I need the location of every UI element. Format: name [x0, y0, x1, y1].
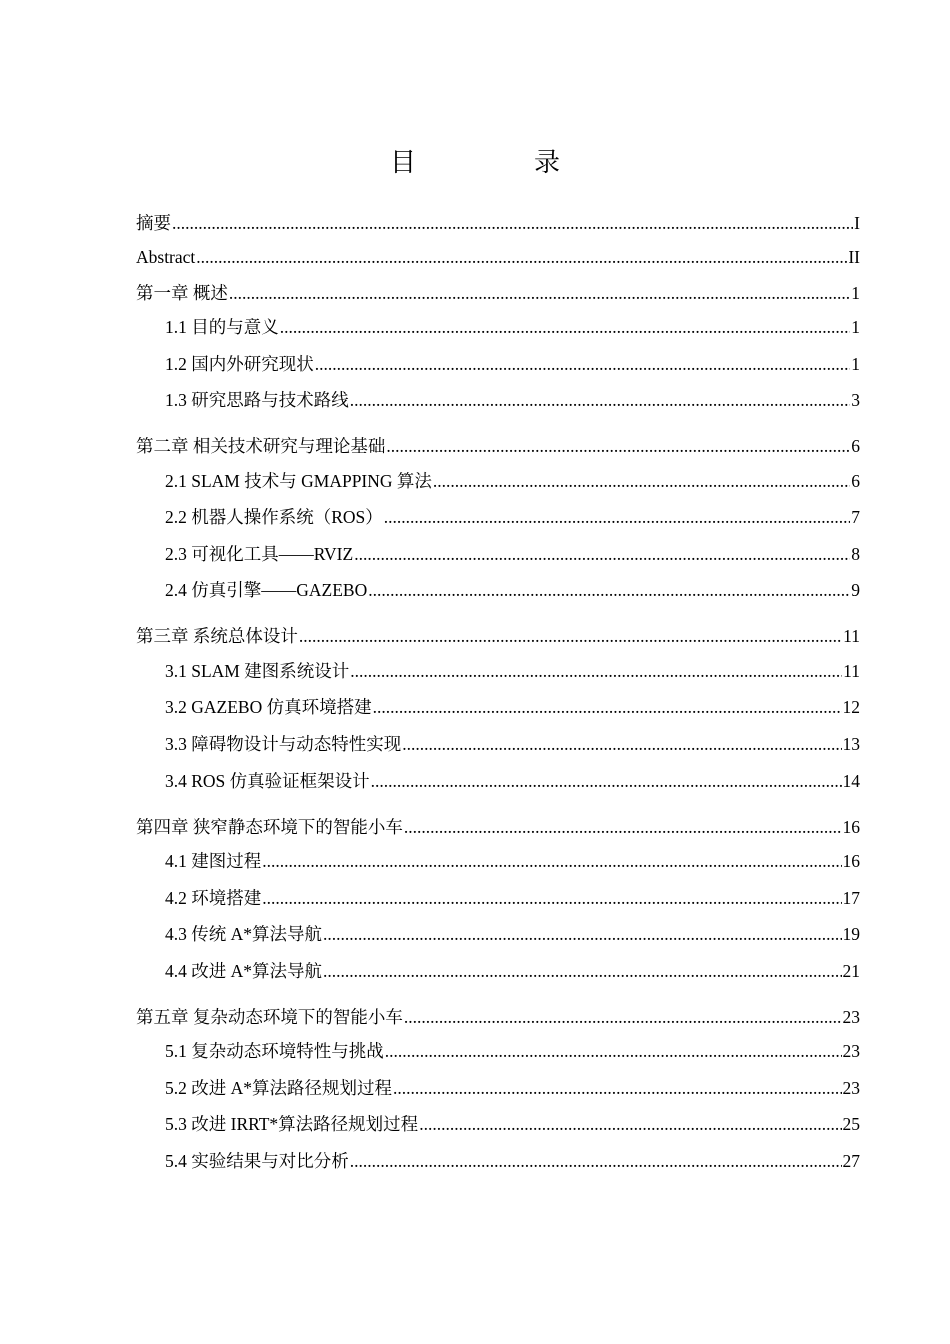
- toc-entry-label: 5.4 实验结果与对比分析: [165, 1151, 349, 1171]
- toc-entry-section-5-1[interactable]: [165, 1039, 860, 1063]
- toc-entry-chapter-5[interactable]: [136, 1005, 860, 1029]
- toc-entry-label: 第四章 狭窄静态环境下的智能小车: [136, 817, 403, 837]
- toc-entry-label: 第三章 系统总体设计: [136, 626, 298, 646]
- toc-leader-dots: [172, 211, 853, 235]
- toc-entry-label: 2.4 仿真引擎——GAZEBO: [165, 580, 368, 600]
- toc-entry-label: 1.3 研究思路与技术路线: [165, 390, 349, 410]
- toc-entry-section-3-3[interactable]: [165, 732, 860, 756]
- toc-entry-label: 4.2 环境搭建: [165, 888, 262, 908]
- toc-leader-dots: [433, 469, 850, 493]
- toc-page-number: 11: [843, 661, 860, 681]
- toc-leader-dots: [196, 245, 847, 269]
- toc-leader-dots: [385, 1039, 842, 1063]
- toc-entry-label: 2.1 SLAM 技术与 GMAPPING 算法: [165, 471, 432, 491]
- toc-page-number: 17: [842, 888, 860, 908]
- toc-page-number: 23: [842, 1078, 860, 1098]
- toc-entry-section-5-3[interactable]: [165, 1112, 860, 1136]
- toc-entry-label: Abstract: [136, 247, 196, 267]
- toc-page-number: 1: [851, 354, 860, 374]
- toc-entry-chapter-3[interactable]: [136, 624, 860, 648]
- toc-entry-section-5-2[interactable]: [165, 1076, 860, 1100]
- toc-entry-label: 4.4 改进 A*算法导航: [165, 961, 323, 981]
- toc-entry-section-4-1[interactable]: [165, 849, 860, 873]
- toc-entry-label: 1.2 国内外研究现状: [165, 354, 314, 374]
- toc-page-number: 7: [851, 507, 860, 527]
- toc-entry-section-1-2[interactable]: [165, 352, 860, 376]
- toc-entry-label: 3.2 GAZEBO 仿真环境搭建: [165, 697, 372, 717]
- toc-leader-dots: [350, 659, 842, 683]
- toc-entry-label: 2.3 可视化工具——RVIZ: [165, 544, 354, 564]
- toc-leader-dots: [350, 388, 851, 412]
- toc-entry-label: 1.1 目的与意义: [165, 317, 279, 337]
- toc-page-number: 16: [842, 817, 860, 837]
- toc-page-number: 21: [842, 961, 860, 981]
- toc-entry-label: 5.1 复杂动态环境特性与挑战: [165, 1041, 384, 1061]
- toc-leader-dots: [354, 542, 850, 566]
- toc-entry-label: 4.3 传统 A*算法导航: [165, 924, 323, 944]
- toc-entry-label: 5.3 改进 IRRT*算法路径规划过程: [165, 1114, 419, 1134]
- toc-leader-dots: [368, 578, 850, 602]
- toc-page-number: 23: [842, 1041, 860, 1061]
- toc-entry-label: 第二章 相关技术研究与理论基础: [136, 436, 386, 456]
- toc-page-number: 25: [842, 1114, 860, 1134]
- toc-entry-chapter-1[interactable]: [136, 281, 860, 305]
- toc-page-number: 12: [842, 697, 860, 717]
- toc-entry-section-4-2[interactable]: [165, 886, 860, 910]
- toc-entry-section-4-3[interactable]: [165, 922, 860, 946]
- toc-page-number: 6: [851, 436, 860, 456]
- toc-entry-section-1-1[interactable]: [165, 315, 860, 339]
- toc-page-number: 1: [851, 317, 860, 337]
- toc-page-number: 27: [842, 1151, 860, 1171]
- toc-entry-section-2-1[interactable]: [165, 469, 860, 493]
- toc-page-number: I: [854, 213, 860, 233]
- toc-entry-label: 5.2 改进 A*算法路径规划过程: [165, 1078, 393, 1098]
- toc-entry-label: 第五章 复杂动态环境下的智能小车: [136, 1007, 403, 1027]
- toc-entry-section-5-4[interactable]: [165, 1149, 860, 1173]
- toc-page-number: 3: [851, 390, 860, 410]
- toc-entry-abstract-en[interactable]: [136, 245, 860, 269]
- toc-leader-dots: [323, 959, 841, 983]
- toc-leader-dots: [262, 886, 841, 910]
- toc-leader-dots: [386, 434, 850, 458]
- toc-leader-dots: [404, 1005, 842, 1029]
- toc-page-number: 19: [842, 924, 860, 944]
- toc-leader-dots: [393, 1076, 841, 1100]
- toc-page-number: 11: [843, 626, 860, 646]
- toc-page-number: 6: [851, 471, 860, 491]
- toc-entry-section-3-2[interactable]: [165, 695, 860, 719]
- toc-leader-dots: [323, 922, 841, 946]
- toc-page-number: 8: [851, 544, 860, 564]
- toc-entry-label: 3.3 障碍物设计与动态特性实现: [165, 734, 402, 754]
- toc-entry-section-3-4[interactable]: [165, 769, 860, 793]
- toc-leader-dots: [280, 315, 851, 339]
- toc-entry-label: 第一章 概述: [136, 283, 228, 303]
- toc-page-number: II: [848, 247, 860, 267]
- toc-page-number: 13: [842, 734, 860, 754]
- toc-leader-dots: [404, 815, 842, 839]
- toc-entry-section-3-1[interactable]: [165, 659, 860, 683]
- toc-entry-section-4-4[interactable]: [165, 959, 860, 983]
- toc-entry-label: 2.2 机器人操作系统（ROS）: [165, 507, 383, 527]
- page-title: 目 录: [389, 148, 606, 178]
- toc-entry-chapter-2[interactable]: [136, 434, 860, 458]
- toc-entry-label: 3.1 SLAM 建图系统设计: [165, 661, 350, 681]
- toc-entry-label: 4.1 建图过程: [165, 851, 262, 871]
- toc-entry-section-2-4[interactable]: [165, 578, 860, 602]
- toc-page-number: 14: [842, 771, 860, 791]
- toc-entry-chapter-4[interactable]: [136, 815, 860, 839]
- toc-entry-abstract-cn[interactable]: [136, 211, 860, 235]
- toc-entry-label: 3.4 ROS 仿真验证框架设计: [165, 771, 370, 791]
- toc-leader-dots: [371, 769, 842, 793]
- toc-entry-section-2-2[interactable]: [165, 505, 860, 529]
- toc-entry-section-2-3[interactable]: [165, 542, 860, 566]
- toc-leader-dots: [299, 624, 842, 648]
- toc-leader-dots: [315, 352, 851, 376]
- toc-leader-dots: [229, 281, 850, 305]
- toc-leader-dots: [373, 695, 842, 719]
- toc-leader-dots: [384, 505, 850, 529]
- toc-page-number: 9: [851, 580, 860, 600]
- toc-page-number: 23: [842, 1007, 860, 1027]
- toc-leader-dots: [350, 1149, 842, 1173]
- toc-page-number: 1: [851, 283, 860, 303]
- toc-entry-section-1-3[interactable]: [165, 388, 860, 412]
- toc-entry-label: 摘要: [136, 213, 171, 233]
- toc-leader-dots: [419, 1112, 841, 1136]
- toc-leader-dots: [402, 732, 841, 756]
- toc-leader-dots: [262, 849, 841, 873]
- toc-page-number: 16: [842, 851, 860, 871]
